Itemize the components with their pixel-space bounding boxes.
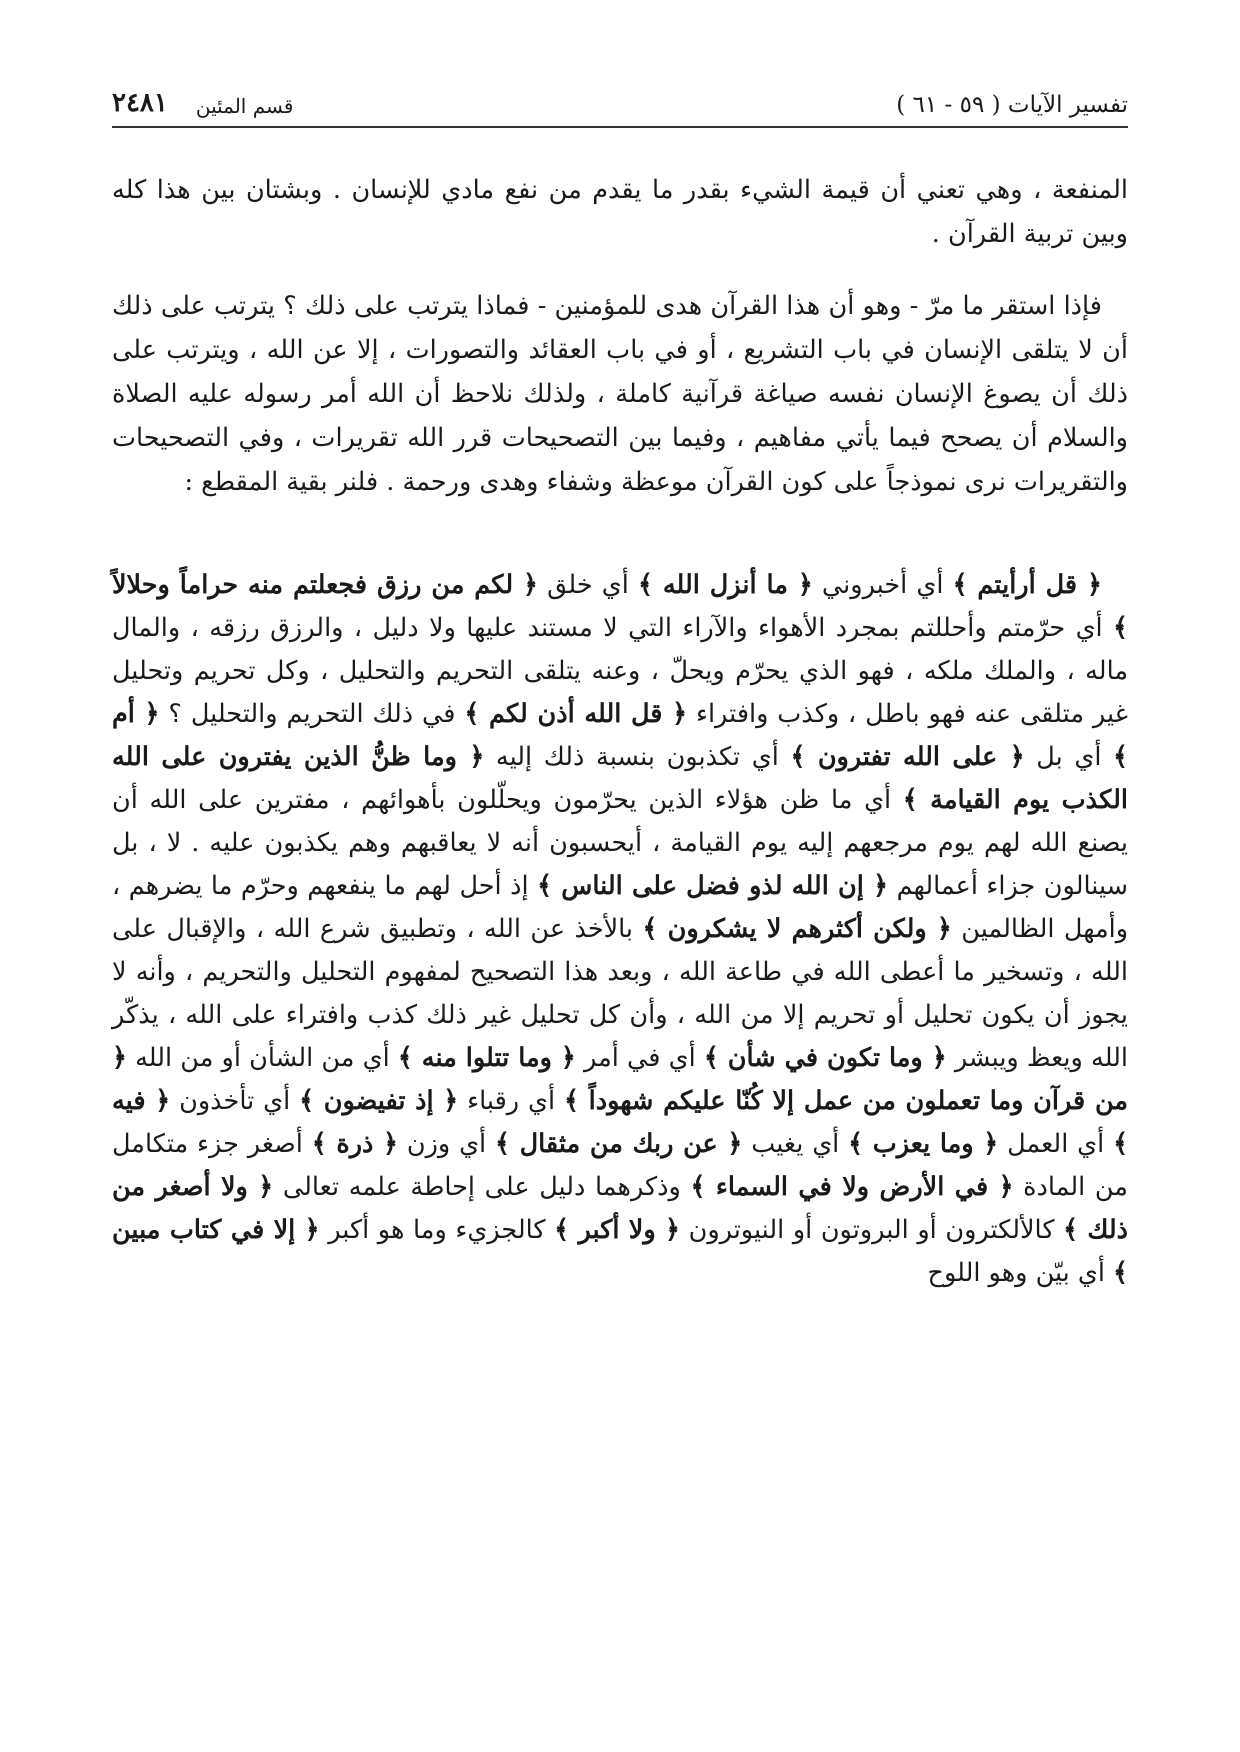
verse-quote: ﴿ وما تتلوا منه ﴾ <box>397 1043 576 1073</box>
commentary-text: أي من الشأن أو من الله <box>126 1043 390 1073</box>
running-header <box>112 78 1128 118</box>
verse-quote: ﴿ قل الله أذن لكم ﴾ <box>464 699 688 729</box>
commentary-text: أي في أمر <box>575 1043 696 1073</box>
commentary-text: بالأخذ عن الله ، وتطبيق شرع الله ، والإقبال على الله ، وتسخير ما أعطى الله في طاعة الله ، وبعد هذا التصحيح لمفهوم التحليل والتحريم ، وأنه لا يجوز أن يكون تحليل أو تحريم إلا من الله ، وأن كل تحليل غير ذلك كذب وافتراء على الله ، يذكّر الله ويعظ ويبشر <box>112 914 1128 1073</box>
verse-quote: ﴿ عن ربك من مثقال ﴾ <box>495 1129 743 1159</box>
verse-quote: ﴿ ولكن أكثرهم لا يشكرون ﴾ <box>642 914 952 944</box>
verse-quote: ﴿ وما ظنُّ الذين يفترون على الله الكذب يوم القيامة ﴾ <box>112 742 1128 815</box>
commentary-text: أي تكذبون بنسبة ذلك إليه <box>484 742 779 772</box>
verse-quote: ﴿ إن الله لذو فضل على الناس ﴾ <box>537 871 889 901</box>
paragraph-2: فإذا استقر ما مرّ - وهو أن هذا القرآن هدى للمؤمنين - فماذا يترتب على ذلك ؟ يترتب على ذلك أن لا يتلقى الإنسان في باب التشريع ، أو في باب العقائد والتصورات ، إلا عن الله ، ويترتب على ذلك أن يصوغ الإنسان نفسه صياغة قرآنية كاملة ، ولذلك نلاحظ أن الله أمر رسوله عليه الصلاة والسلام أن يصحح فيما يأتي مفاهيم ، وفيما بين التصحيحات قرر الله تقريرات ، وفي التصحيحات والتقريرات نرى نموذجاً على كون القرآن موعظة وشفاء وهدى ورحمة . فلنر بقية المقطع : <box>112 291 1128 497</box>
header-left-group <box>112 88 293 118</box>
verse-quote: ﴿ أم ﴾ <box>112 699 1128 772</box>
commentary-text: أي تأخذون <box>170 1086 291 1116</box>
verse-quote: ﴿ من قرآن وما تعملون من عمل إلا كُنّا عليكم شهوداً ﴾ <box>112 1043 1129 1116</box>
verse-quote: ﴿ وما تكون في شأن ﴾ <box>703 1043 947 1073</box>
verse-quote: ﴿ وما يعزب ﴾ <box>848 1129 999 1159</box>
commentary-text: أي العمل <box>998 1129 1105 1159</box>
commentary-text: في ذلك التحريم والتحليل ؟ <box>159 699 456 729</box>
header-title: تفسير الآيات ( ٥٩ - ٦١ ) <box>896 92 1128 118</box>
commentary-text: كالألكترون أو البروتون أو النيوترون <box>679 1215 1055 1245</box>
paragraph-1: المنفعة ، وهي تعني أن قيمة الشيء بقدر ما يقدم من نفع مادي للإنسان . وبشتان بين هذا كله وبين تربية القرآن . <box>112 175 1128 249</box>
commentary-text: أي بل <box>1024 742 1102 772</box>
verse-quote: ﴿ ما أنزل الله ﴾ <box>638 570 813 600</box>
commentary-text: أي حرّمتم وأحللتم بمجرد الأهواء والآراء التي لا مستند عليها ولا دليل ، والرزق رزقه ، والمال ماله ، والملك ملكه ، فهو الذي يحرّم ويحلّ ، وعنه يتلقى التحريم والتحليل ، وكل تحريم وتحليل غير متلقى عنه فهو باطل ، وكذب وافتراء <box>112 613 1128 729</box>
verse-quote: ﴿ ولا أكبر ﴾ <box>554 1215 680 1245</box>
verse-quote: ﴿ فيه ﴾ <box>112 1086 1129 1159</box>
commentary-text: إذ أحل لهم ما ينفعهم وحرّم ما يضرهم ، وأمهل الظالمين <box>112 871 1129 944</box>
commentary-text: أي وزن <box>397 1129 487 1159</box>
commentary-text: وذكرهما دليل على إحاطة علمه تعالى <box>273 1172 681 1202</box>
paragraph-3 <box>112 564 1128 1295</box>
verse-quote: ﴿ في الأرض ولا في السماء ﴾ <box>690 1172 1014 1202</box>
header-rule <box>112 126 1128 128</box>
commentary-text: أي أخبروني <box>812 570 944 600</box>
header-section: قسم المئين <box>195 94 294 118</box>
verse-quote: ﴿ على الله تفترون ﴾ <box>790 742 1025 772</box>
page-number: ٢٤٨١ <box>112 88 168 118</box>
commentary-text: أي رقباء <box>458 1086 556 1116</box>
commentary-text: أي ما ظن هؤلاء الذين يحرّمون ويحلّلون بأهوائهم ، مفترين على الله أن يصنع الله لهم يوم مرجعهم إليه يوم القيامة ، أيحسبون أنه لا يعاقبهم وهم يكذبون عليه . لا ، بل سينالون جزاء أعمالهم <box>112 785 1129 901</box>
commentary-text: أي يغيب <box>742 1129 840 1159</box>
verse-quote: ﴿ ولا أصغر من ذلك ﴾ <box>112 1172 1129 1245</box>
commentary-text: كالجزيء وما هو أكبر <box>319 1215 546 1245</box>
commentary-text: أي خلق <box>538 570 629 600</box>
verse-quote: ﴿ قل أرأيتم ﴾ <box>952 570 1102 600</box>
body-text <box>112 168 1128 1295</box>
verse-quote: ﴿ ذرة ﴾ <box>311 1129 398 1159</box>
verse-quote: ﴿ إلا في كتاب مبين ﴾ <box>112 1215 1128 1288</box>
commentary-text: أي بيّن وهو اللوح <box>927 1258 1105 1288</box>
commentary-text: أصغر جزء متكامل من المادة <box>112 1129 1128 1202</box>
verse-quote: ﴿ لكم من رزق فجعلتم منه حراماً وحلالاً ﴾ <box>112 570 1128 643</box>
verse-quote: ﴿ إذ تفيضون ﴾ <box>299 1086 459 1116</box>
